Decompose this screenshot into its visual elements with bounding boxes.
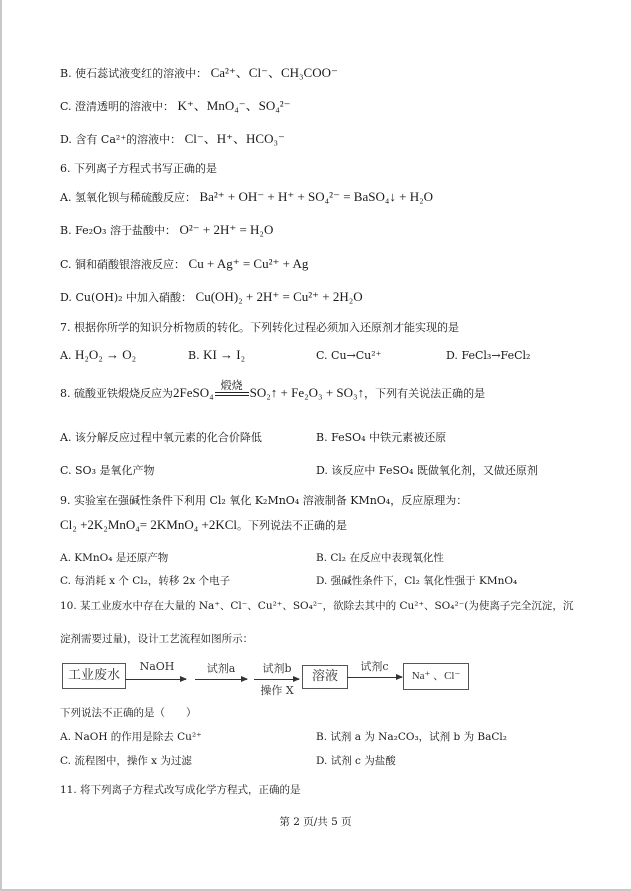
option-text: 澄清透明的溶液中： bbox=[75, 100, 175, 113]
q7-option-d bbox=[446, 349, 530, 363]
option-label: B. bbox=[60, 224, 72, 237]
q9-equation-line bbox=[60, 518, 347, 533]
stem-suffix: ，下列有关说法正确的是 bbox=[364, 387, 486, 400]
q10-stem-line1: 10. 某工业废水中存在大量的 Na⁺、Cl⁻、Cu²⁺、SO₄²⁻，欲除去其中的 Cu²⁺、SO₄²⁻(为使离子完全沉淀，沉 bbox=[60, 600, 574, 612]
q10-stem-line2: 淀剂需要过量)，设计工艺流程如图所示： bbox=[60, 633, 254, 645]
q6-option-a bbox=[60, 190, 433, 205]
q7-option-a bbox=[60, 348, 136, 363]
q10-prompt: 下列说法不正确的是（ ） bbox=[60, 707, 197, 719]
option-label: B. bbox=[188, 349, 200, 362]
option-label: C. bbox=[60, 258, 72, 271]
flow-label-operation-x: 操作 X bbox=[260, 684, 294, 697]
flow-box-wastewater: 工业废水 bbox=[62, 663, 126, 689]
q9-option-a: A. KMnO₄ 是还原产物 bbox=[60, 552, 169, 564]
equation-suffix: 。下列说法不正确的是 bbox=[237, 519, 347, 532]
q10-option-c: C. 流程图中，操作 x 为过滤 bbox=[60, 755, 192, 767]
q6-option-b bbox=[60, 223, 273, 238]
q7-option-b bbox=[188, 348, 245, 363]
ion-list: Ca²⁺、Cl⁻、CH₃COO⁻ bbox=[210, 65, 338, 80]
q8-stem bbox=[60, 380, 485, 401]
q9-option-b: B. Cl₂ 在反应中表现氧化性 bbox=[316, 552, 444, 564]
products: SO₂↑ + Fe₂O₃ + SO₃↑ bbox=[249, 385, 365, 400]
flow-label-naoh: NaOH bbox=[139, 660, 175, 673]
option-label: C. bbox=[60, 100, 72, 113]
flow-arrow-2 bbox=[195, 679, 247, 680]
q10-option-a: A. NaOH 的作用是除去 Cu²⁺ bbox=[60, 731, 202, 743]
reaction-condition-arrow bbox=[215, 380, 249, 401]
option-text: KI → I₂ bbox=[203, 347, 246, 362]
q8-option-b: B. FeSO₄ 中铁元素被还原 bbox=[316, 431, 447, 444]
q10-option-d: D. 试剂 c 为盐酸 bbox=[316, 755, 396, 767]
q6-stem: 6. 下列离子方程式书写正确的是 bbox=[60, 162, 217, 175]
equation: Cu(OH)₂ + 2H⁺ = Cu²⁺ + 2H₂O bbox=[195, 289, 363, 304]
q5-option-d bbox=[60, 132, 285, 147]
equation: Cu + Ag⁺ = Cu²⁺ + Ag bbox=[188, 256, 309, 271]
page-left-edge bbox=[0, 0, 2, 891]
option-text: Fe₂O₃ 溶于盐酸中： bbox=[75, 224, 176, 237]
option-text: Cu(OH)₂ 中加入硝酸： bbox=[75, 291, 193, 304]
option-label: D. bbox=[60, 133, 72, 146]
option-text: FeCl₃→FeCl₂ bbox=[461, 349, 531, 362]
option-text: Cu→Cu²⁺ bbox=[331, 349, 382, 362]
page-number: 第 2 页/共 5 页 bbox=[279, 816, 352, 828]
option-label: B. bbox=[60, 67, 72, 80]
equation: O²⁻ + 2H⁺ = H₂O bbox=[179, 222, 274, 237]
q8-option-d: D. 该反应中 FeSO₄ 既做氧化剂，又做还原剂 bbox=[316, 464, 538, 477]
flow-label-reagent-a: 试剂a bbox=[206, 662, 236, 675]
double-bar bbox=[215, 392, 249, 396]
option-label: C. bbox=[316, 349, 328, 362]
q11-stem: 11. 将下列离子方程式改写成化学方程式，正确的是 bbox=[60, 784, 301, 796]
option-text: H₂O₂ → O₂ bbox=[74, 347, 137, 362]
option-text: 含有 Ca²⁺的溶液中： bbox=[75, 133, 182, 146]
q5-option-b bbox=[60, 66, 338, 81]
q8-option-a: A. 该分解反应过程中氧元素的化合价降低 bbox=[60, 431, 262, 444]
q6-option-d bbox=[60, 290, 363, 305]
q9-stem: 9. 实验室在强碱性条件下利用 Cl₂ 氧化 K₂MnO₄ 溶液制备 KMnO₄，反应原理为： bbox=[60, 494, 468, 507]
q7-stem: 7. 根据你所学的知识分析物质的转化。下列转化过程必须加入还原剂才能实现的是 bbox=[60, 321, 459, 334]
flow-arrow-3 bbox=[254, 679, 299, 680]
reactant: 2FeSO₄ bbox=[173, 385, 214, 400]
flow-label-reagent-b: 试剂b bbox=[262, 662, 292, 675]
flow-box-solution: 溶液 bbox=[302, 665, 348, 689]
q9-option-c: C. 每消耗 x 个 Cl₂，转移 2x 个电子 bbox=[60, 575, 231, 587]
flow-label-reagent-c: 试剂c bbox=[360, 660, 389, 673]
flow-box-result-ions: Na⁺ 、Cl⁻ bbox=[403, 663, 469, 690]
ion-list: K⁺、MnO₄⁻、SO₄²⁻ bbox=[177, 98, 291, 113]
option-label: D. bbox=[446, 349, 458, 362]
q9-option-d: D. 强碱性条件下，Cl₂ 氧化性强于 KMnO₄ bbox=[316, 575, 518, 587]
process-flowchart bbox=[62, 660, 482, 708]
flow-arrow-4 bbox=[347, 677, 402, 678]
q6-option-c bbox=[60, 257, 308, 272]
equation: Cl₂ +2K₂MnO₄= 2KMnO₄ +2KCl bbox=[60, 517, 237, 532]
option-label: A. bbox=[60, 349, 72, 362]
condition-label: 煅烧 bbox=[220, 379, 243, 392]
equation: Ba²⁺ + OH⁻ + H⁺ + SO₄²⁻ = BaSO₄↓ + H₂O bbox=[199, 189, 434, 204]
ion-list: Cl⁻、H⁺、HCO₃⁻ bbox=[184, 131, 285, 146]
option-label: D. bbox=[60, 291, 72, 304]
q8-option-c: C. SO₃ 是氧化产物 bbox=[60, 464, 155, 477]
stem-prefix: 8. 硫酸亚铁煅烧反应为 bbox=[60, 387, 173, 400]
q7-option-c bbox=[316, 349, 381, 363]
q10-option-b: B. 试剂 a 为 Na₂CO₃，试剂 b 为 BaCl₂ bbox=[316, 731, 507, 743]
flow-arrow-1 bbox=[125, 679, 186, 680]
option-text: 铜和硝酸银溶液反应： bbox=[75, 258, 186, 271]
option-text: 氢氧化钡与稀硫酸反应： bbox=[74, 191, 196, 204]
option-label: A. bbox=[60, 191, 72, 204]
option-text: 使石蕊试液变红的溶液中： bbox=[75, 67, 208, 80]
q5-option-c bbox=[60, 99, 291, 114]
